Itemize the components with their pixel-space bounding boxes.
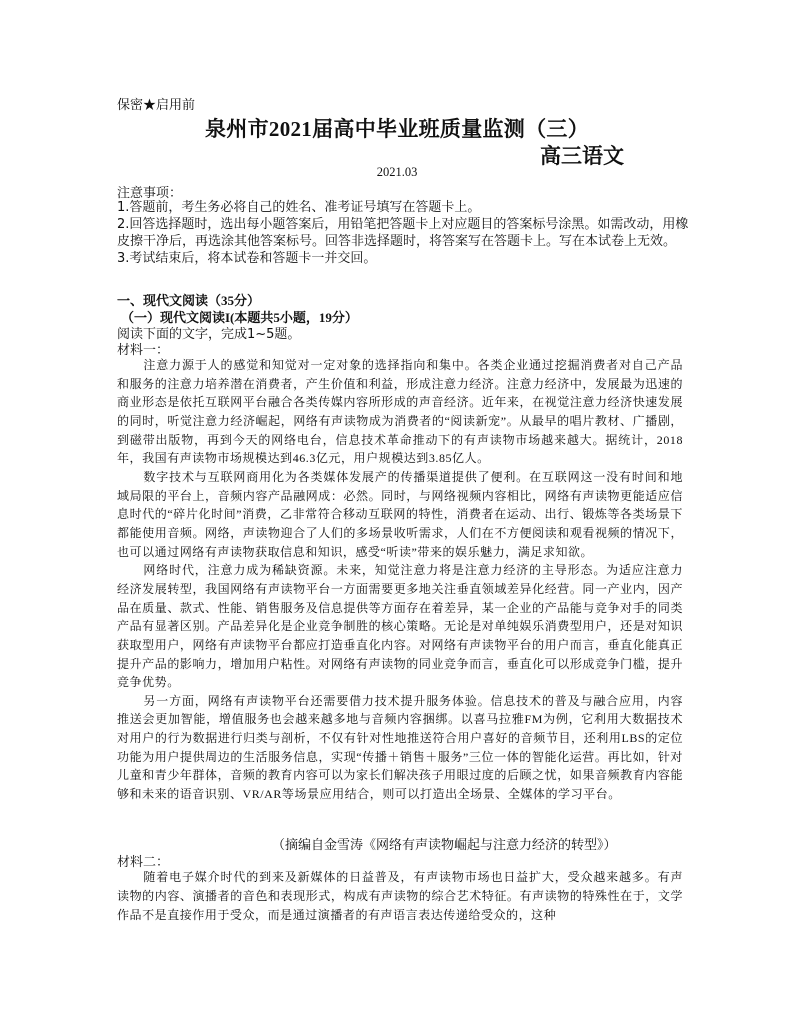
notice-list	[117, 199, 692, 267]
section-heading: 一、现代文阅读（35分）	[117, 293, 261, 308]
material-one-source: （摘编自金雪涛《网络有声读物崛起与注意力经济的转型》）	[272, 838, 617, 853]
paragraph: 数字技术与互联网商用化为各类媒体发展产的传播渠道提供了便利。在互联网这一没有时间和地域局限的平台上，音频内容产品融网成：必然。同时，与网络视频内容相比，网络有声读物更能适应信息时代的“碎片化时间”消费，乙非常符合移动互联网的特性，消费者在运动、出行、锻炼等各类场景下都能使用音频。网络，声读物迎合了人们的多场景收听需求，人们在不方便阅读和观看视频的情况下，也可以通过网络有声读物获取信息和知识，感受“听读”带来的娱乐魅力，满足求知欲。	[117, 469, 683, 559]
notice-item: 2.回答选择题时，选出每小题答案后，用铅笔把答题卡上对应题目的答案标号涂黑。如需改动，用橡皮擦干净后，再选涂其他答案标号。回答非选择题时，将答案写在答题卡上。写在本试卷上无效。	[117, 217, 689, 249]
notice-item: 3.考试结束后，将本试卷和答题卡一并交回。	[117, 251, 377, 266]
paragraph: 另一方面，网络有声读物平台还需要借力技术提升服务体验。信息技术的普及与融合应用，内容推送会更加智能，增值服务也会越来越多地与音频内容捆绑。以喜马拉雅FM为例，它利用大数据技术对用户的行为数据进行归类与剖析，不仅有针对性地推送符合用户喜好的音频节目，还利用LBS的定位功能为用户提供周边的生活服务信息，实现“传播＋销售＋服务”三位一体的智能化运营。再比如，针对儿童和青少年群体，音频的教育内容可以为家长们解决孩子用眼过度的后顾之忧，如果音频教育内容能够和未来的语音识别、VR/AR等场景应用结合，则可以打造出全场景、全媒体的学习平台。	[117, 693, 683, 802]
paragraph: 网络时代，注意力成为稀缺资源。未来，知觉注意力将是注意力经济的主导形态。为适应注意力经济发展转型，我国网络有声读物平台一方面需要更多地关注垂直领域差异化经营。同一产业内，因产品在质量、款式、性能、销售服务及信息提供等方面存在着差异，某一企业的产品能与竞争对手的同类产品有显著区别。产品差异化是企业竞争制胜的核心策略。无论是对单纯娱乐消费型用户，还是对知识获取型用户，网络有声读物平台都应打造垂直化内容。对网络有声读物平台的用户而言，垂直化能真正提升产品的影响力，增加用户粘性。对网络有声读物的同业竞争而言，垂直化可以形成竞争门槛，提升竞争优势。	[117, 563, 683, 690]
confidential-label: 保密★启用前	[117, 97, 196, 112]
notice-item: 1.答题前，考生务必将自己的姓名、准考证号填写在答题卡上。	[117, 200, 481, 215]
material-two-label: 材料二：	[117, 855, 170, 870]
exam-title: 泉州市2021届高中毕业班质量监测（三）	[205, 117, 589, 141]
notice-title: 注意事项：	[117, 186, 183, 201]
section-subheading: （一）现代文阅读I(本题共5小题，19分）	[121, 310, 358, 325]
paragraph: 注意力源于人的感觉和知觉对一定对象的选择指向和集中。各类企业通过挖掘消费者对自己产品和服务的注意力培养潜在消费者，产生价值和利益，形成注意力经济。注意力经济中，发展最为迅速的商业形态是依托互联网平台融合各类传媒内容所形成的声音经济。近年来，在视觉注意力经济快速发展的同时，听觉注意力经济崛起，网络有声读物成为消费者的“阅读新宠”。从最早的唱片教材、广播剧，到磁带出版物，再到今天的网络电台，信息技术革命推动下的有声读物市场越来越大。据统计，2018年，我国有声读物市场规模达到46.3亿元，用户规模达到3.85亿人。	[117, 358, 683, 466]
material-one-label: 材料一：	[117, 343, 170, 358]
paragraph: 随着电子媒介时代的到来及新媒体的日益普及，有声读物市场也日益扩大，受众越来越多。有声读物的内容、演播者的音色和表现形式，构成有声读物的综合艺术特征。有声读物的特殊性在于，文学作品不是直接作用于受众，而是通过演播者的有声语言表达传递给受众的，这种	[117, 870, 683, 922]
reading-instruction: 阅读下面的文字，完成1~5题。	[117, 327, 301, 342]
material-two-text	[117, 868, 683, 925]
material-one-text	[117, 356, 683, 804]
exam-date: 2021.03	[376, 165, 418, 179]
subject-title: 高三语文	[540, 144, 624, 168]
